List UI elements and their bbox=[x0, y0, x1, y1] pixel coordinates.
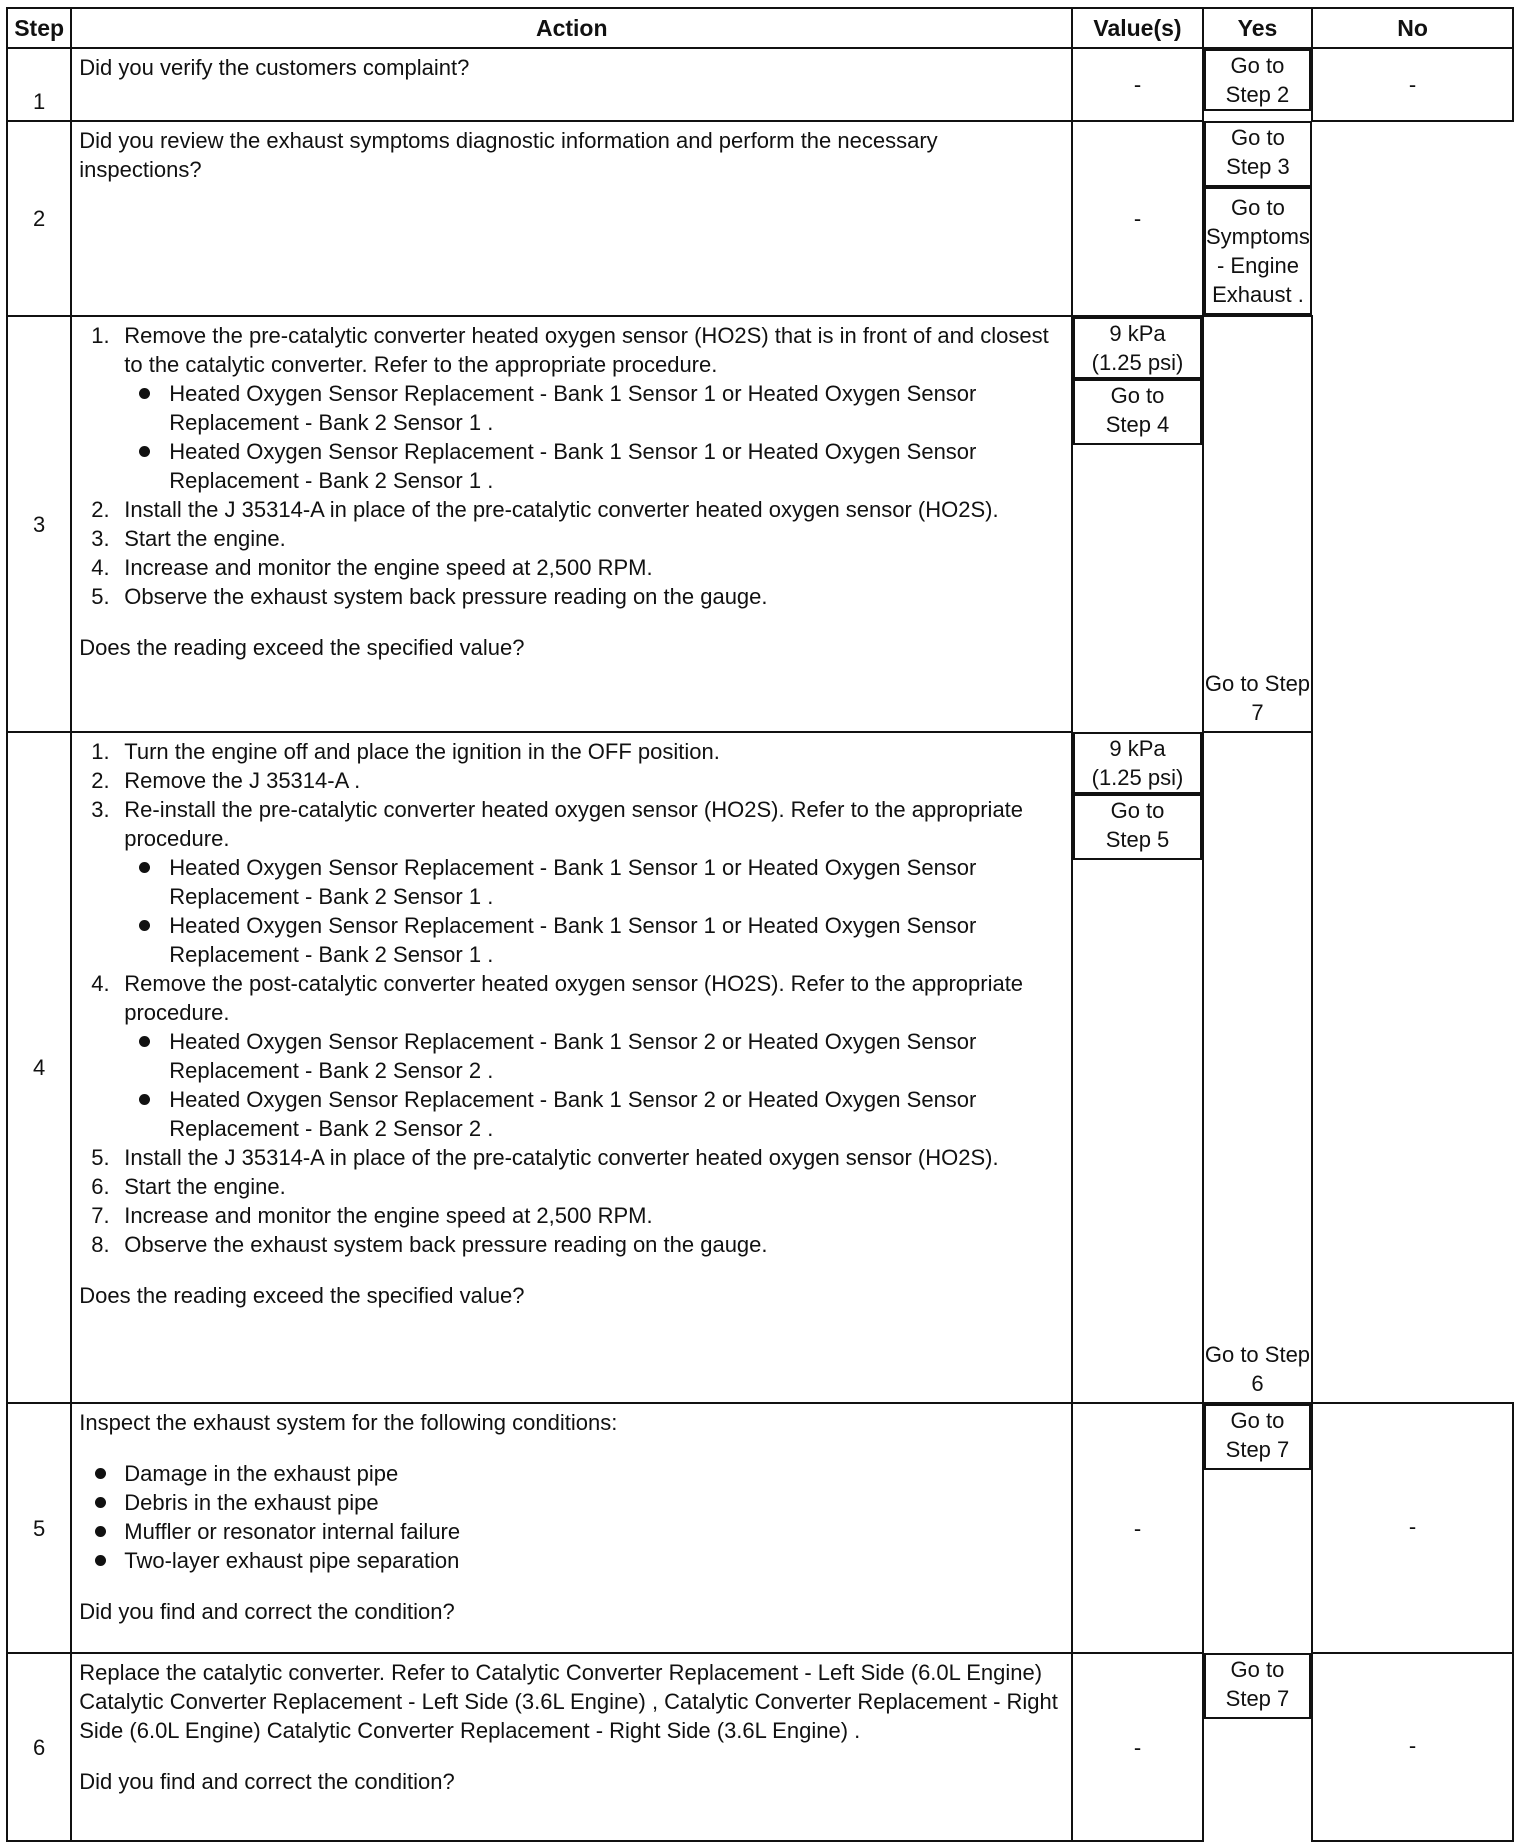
reference-item bbox=[124, 379, 1061, 437]
item-text: Install the J 35314-A in place of the pre-catalytic converter heated oxygen sensor (HO2S). bbox=[124, 497, 999, 522]
condition-text: Damage in the exhaust pipe bbox=[124, 1461, 399, 1486]
value-cell: - bbox=[1072, 48, 1203, 121]
reference-item bbox=[124, 1027, 1061, 1085]
procedure-item bbox=[79, 795, 1061, 969]
yes-cell: Go to Step 3 bbox=[1204, 121, 1312, 187]
procedure-list bbox=[79, 321, 1061, 611]
no-cell: Go to Step 7 bbox=[1203, 316, 1312, 732]
condition-list bbox=[79, 1459, 1061, 1575]
item-text: Install the J 35314-A in place of the pre-catalytic converter heated oxygen sensor (HO2S). bbox=[124, 1145, 999, 1170]
diagnostic-table bbox=[6, 7, 1514, 1842]
reference-text: Heated Oxygen Sensor Replacement - Bank 1 Sensor 1 or Heated Oxygen Sensor Replacement - Bank 2 Sensor 1 . bbox=[169, 439, 977, 493]
no-cell: - bbox=[1312, 48, 1513, 121]
reference-item bbox=[124, 853, 1061, 911]
item-text: Observe the exhaust system back pressure reading on the gauge. bbox=[124, 584, 768, 609]
item-number: 2. bbox=[91, 497, 110, 522]
question-text: Does the reading exceed the specified value? bbox=[79, 1283, 525, 1308]
item-number: 7. bbox=[91, 1203, 110, 1228]
table-row bbox=[7, 316, 1513, 732]
reference-text: Heated Oxygen Sensor Replacement - Bank 1 Sensor 1 or Heated Oxygen Sensor Replacement - Bank 2 Sensor 1 . bbox=[169, 381, 977, 435]
item-text: Start the engine. bbox=[124, 526, 286, 551]
procedure-item bbox=[79, 1172, 1061, 1201]
table-row bbox=[7, 1653, 1513, 1841]
yes-cell: Go to Step 7 bbox=[1204, 1404, 1311, 1470]
step-number: 3 bbox=[7, 316, 71, 732]
action-cell bbox=[71, 316, 1072, 732]
value-cell: - bbox=[1072, 1653, 1203, 1841]
action-cell bbox=[71, 1653, 1072, 1841]
value-cell: 9 kPa (1.25 psi) bbox=[1073, 317, 1202, 379]
procedure-item bbox=[79, 1201, 1061, 1230]
step-number: 1 bbox=[7, 48, 71, 121]
procedure-list bbox=[79, 737, 1061, 1259]
item-text: Remove the pre-catalytic converter heated oxygen sensor (HO2S) that is in front of and closest to the catalytic converter. Refer to the appropriate procedure. bbox=[124, 323, 1049, 377]
condition-item bbox=[79, 1546, 1061, 1575]
action-cell bbox=[71, 121, 1072, 316]
yes-cell: Go to Step 2 bbox=[1204, 49, 1311, 111]
bullet-icon bbox=[95, 1526, 106, 1537]
step-number: 6 bbox=[7, 1653, 71, 1841]
action-cell bbox=[71, 1403, 1072, 1653]
action-cell bbox=[71, 732, 1072, 1403]
reference-item bbox=[124, 1085, 1061, 1143]
procedure-item bbox=[79, 1230, 1061, 1259]
step-number: 2 bbox=[7, 121, 71, 316]
item-text: Remove the post-catalytic converter heated oxygen sensor (HO2S). Refer to the appropriate procedure. bbox=[124, 971, 1024, 1025]
reference-item bbox=[124, 437, 1061, 495]
item-number: 3. bbox=[91, 526, 110, 551]
yes-cell: Go to Step 7 bbox=[1204, 1653, 1311, 1719]
item-number: 4. bbox=[91, 971, 110, 996]
procedure-item bbox=[79, 524, 1061, 553]
condition-text: Debris in the exhaust pipe bbox=[124, 1490, 379, 1515]
header-no: No bbox=[1312, 8, 1513, 48]
condition-item bbox=[79, 1459, 1061, 1488]
yes-cell: Go to Step 5 bbox=[1073, 794, 1202, 860]
bullet-icon bbox=[95, 1555, 106, 1566]
value-cell: - bbox=[1072, 121, 1203, 316]
procedure-item bbox=[79, 495, 1061, 524]
bullet-icon bbox=[139, 920, 150, 931]
item-number: 6. bbox=[91, 1174, 110, 1199]
reference-list bbox=[124, 853, 1061, 969]
item-text: Turn the engine off and place the ignition in the OFF position. bbox=[124, 739, 720, 764]
table-row bbox=[7, 1403, 1513, 1653]
item-number: 3. bbox=[91, 797, 110, 822]
bullet-icon bbox=[139, 862, 150, 873]
value-cell: - bbox=[1072, 1403, 1203, 1653]
item-number: 4. bbox=[91, 555, 110, 580]
reference-text: Heated Oxygen Sensor Replacement - Bank 1 Sensor 2 or Heated Oxygen Sensor Replacement - Bank 2 Sensor 2 . bbox=[169, 1029, 977, 1083]
item-number: 8. bbox=[91, 1232, 110, 1257]
item-text: Remove the J 35314-A . bbox=[124, 768, 361, 793]
action-cell bbox=[71, 48, 1072, 121]
procedure-item bbox=[79, 766, 1061, 795]
procedure-item bbox=[79, 737, 1061, 766]
item-number: 1. bbox=[91, 323, 110, 348]
no-cell: Go to Symptoms - Engine Exhaust . bbox=[1204, 187, 1312, 315]
action-text: Did you verify the customers complaint? bbox=[79, 55, 470, 80]
no-cell: - bbox=[1312, 1653, 1513, 1841]
bullet-icon bbox=[139, 1094, 150, 1105]
header-yes: Yes bbox=[1203, 8, 1312, 48]
condition-item bbox=[79, 1517, 1061, 1546]
procedure-item bbox=[79, 553, 1061, 582]
item-text: Start the engine. bbox=[124, 1174, 286, 1199]
step-number: 5 bbox=[7, 1403, 71, 1653]
question-text: Did you find and correct the condition? bbox=[79, 1599, 455, 1624]
item-text: Increase and monitor the engine speed at 2,500 RPM. bbox=[124, 1203, 653, 1228]
table-row bbox=[7, 121, 1513, 316]
bullet-icon bbox=[95, 1497, 106, 1508]
bullet-icon bbox=[139, 388, 150, 399]
bullet-icon bbox=[95, 1468, 106, 1479]
header-row bbox=[7, 8, 1513, 48]
procedure-item bbox=[79, 1143, 1061, 1172]
reference-item bbox=[124, 911, 1061, 969]
bullet-icon bbox=[139, 1036, 150, 1047]
bullet-icon bbox=[139, 446, 150, 457]
item-number: 2. bbox=[91, 768, 110, 793]
header-step: Step bbox=[7, 8, 71, 48]
item-number: 5. bbox=[91, 1145, 110, 1170]
yes-cell: Go to Step 4 bbox=[1073, 379, 1202, 445]
no-cell: - bbox=[1312, 1403, 1513, 1653]
condition-text: Two-layer exhaust pipe separation bbox=[124, 1548, 460, 1573]
action-text: Replace the catalytic converter. Refer to Catalytic Converter Replacement - Left Side (6.0L Engine) Catalytic Converter Replacement - Left Side (3.6L Engine) , Catalytic Converter Replacement - Right Side (6.0L Engine) Catalytic Converter Replacement - Right Side (3.6L Engine) . bbox=[79, 1660, 1058, 1743]
header-values: Value(s) bbox=[1072, 8, 1203, 48]
procedure-item bbox=[79, 582, 1061, 611]
item-number: 1. bbox=[91, 739, 110, 764]
intro-text: Inspect the exhaust system for the following conditions: bbox=[79, 1410, 618, 1435]
table-row bbox=[7, 48, 1513, 121]
header-action: Action bbox=[71, 8, 1072, 48]
reference-text: Heated Oxygen Sensor Replacement - Bank 1 Sensor 1 or Heated Oxygen Sensor Replacement - Bank 2 Sensor 1 . bbox=[169, 855, 977, 909]
reference-text: Heated Oxygen Sensor Replacement - Bank 1 Sensor 1 or Heated Oxygen Sensor Replacement - Bank 2 Sensor 1 . bbox=[169, 913, 977, 967]
item-text: Increase and monitor the engine speed at 2,500 RPM. bbox=[124, 555, 653, 580]
reference-list bbox=[124, 1027, 1061, 1143]
procedure-item bbox=[79, 969, 1061, 1143]
item-text: Observe the exhaust system back pressure reading on the gauge. bbox=[124, 1232, 768, 1257]
condition-text: Muffler or resonator internal failure bbox=[124, 1519, 461, 1544]
step-number: 4 bbox=[7, 732, 71, 1403]
procedure-item bbox=[79, 321, 1061, 495]
item-text: Re-install the pre-catalytic converter heated oxygen sensor (HO2S). Refer to the appropriate procedure. bbox=[124, 797, 1024, 851]
question-text: Did you find and correct the condition? bbox=[79, 1769, 455, 1794]
table-row bbox=[7, 732, 1513, 1403]
value-cell: 9 kPa (1.25 psi) bbox=[1073, 732, 1202, 794]
reference-list bbox=[124, 379, 1061, 495]
condition-item bbox=[79, 1488, 1061, 1517]
question-text: Does the reading exceed the specified value? bbox=[79, 635, 525, 660]
reference-text: Heated Oxygen Sensor Replacement - Bank 1 Sensor 2 or Heated Oxygen Sensor Replacement - Bank 2 Sensor 2 . bbox=[169, 1087, 977, 1141]
no-cell: Go to Step 6 bbox=[1203, 732, 1312, 1403]
item-number: 5. bbox=[91, 584, 110, 609]
action-text: Did you review the exhaust symptoms diagnostic information and perform the necessary inspections? bbox=[79, 128, 938, 182]
